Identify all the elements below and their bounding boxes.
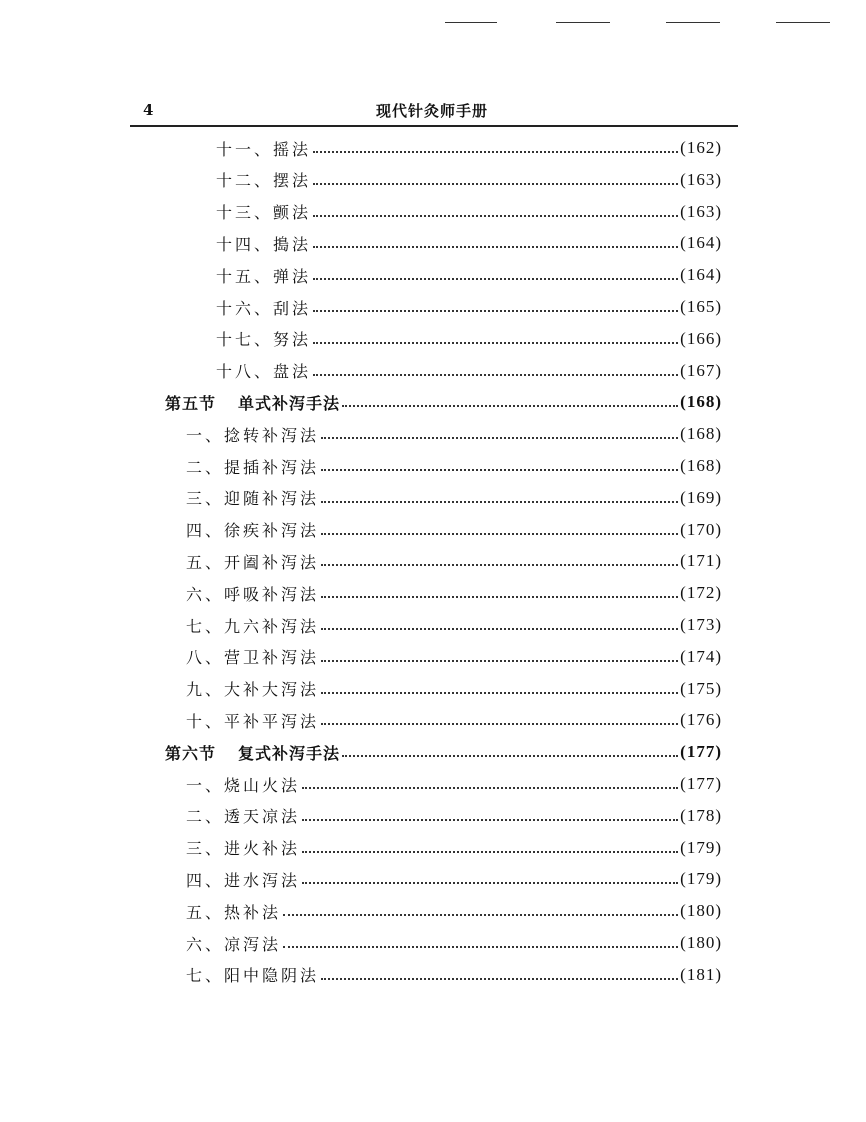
header-rule [130,125,738,127]
entry-title: 十四、搗法 [216,234,312,254]
entry-page-number: (177) [680,742,722,762]
toc-section-entry[interactable] [165,390,722,414]
toc-entry[interactable] [186,677,722,701]
entry-page-number: (165) [680,297,722,316]
entry-page-number: (181) [680,964,722,984]
toc-entry[interactable] [186,645,722,669]
toc-entry[interactable] [186,613,722,637]
toc-entry[interactable] [186,772,722,796]
dot-leader [321,437,678,439]
entry-page-number: (177) [680,774,722,793]
entry-title: 五、开阖补泻法 [186,552,320,572]
entry-page-number: (168) [680,424,722,444]
entry-title: 九、大补大泻法 [186,680,320,700]
entry-title: 四、徐疾补泻法 [186,521,320,541]
toc-entry[interactable] [216,200,722,224]
entry-page-number: (169) [680,487,722,507]
entry-page-number: (180) [680,901,722,921]
entry-page-number: (163) [680,201,722,221]
entry-title: 十、平补平泻法 [186,711,320,731]
dot-leader [321,692,678,694]
dot-leader [342,755,678,757]
toc-entry[interactable] [216,168,722,192]
entry-title: 十一、摇法 [216,139,312,159]
toc-entry[interactable] [186,931,722,955]
toc-entry[interactable] [216,136,722,160]
entry-title: 十五、弹法 [216,266,312,286]
toc-entry[interactable] [216,327,722,351]
entry-title: 二、透天凉法 [186,807,301,827]
section-number: 第六节 [165,743,217,763]
entry-page-number: (175) [680,678,722,698]
entry-page-number: (170) [680,519,722,539]
entry-title: 八、营卫补泻法 [186,648,320,668]
toc-entry[interactable] [186,454,722,478]
dot-leader [302,819,678,821]
toc-entry[interactable] [186,549,722,573]
entry-title: 六、凉泻法 [186,934,282,954]
toc-entry[interactable] [186,899,722,923]
running-header-title: 现代针灸师手册 [375,102,488,120]
entry-title: 六、呼吸补泻法 [186,584,320,604]
entry-page-number: (164) [680,265,722,285]
dot-leader [313,151,678,153]
entry-title: 十八、盘法 [216,362,312,382]
entry-page-number: (178) [680,805,722,825]
toc-entry[interactable] [186,804,722,828]
entry-title: 十六、刮法 [216,298,312,318]
toc-section-entry[interactable] [165,740,722,764]
dot-leader [302,787,678,789]
scan-mark-line [776,22,830,23]
toc-entry[interactable] [216,359,722,383]
dot-leader [321,978,678,980]
entry-page-number: (164) [680,233,722,253]
entry-page-number: (172) [680,583,722,603]
toc-entry[interactable] [216,231,722,255]
scan-mark-line [556,22,610,23]
dot-leader [321,533,678,535]
entry-page-number: (163) [680,169,722,189]
entry-title: 复式补泻手法 [238,743,341,763]
dot-leader [321,723,678,725]
entry-title: 五、热补法 [186,902,282,922]
dot-leader [321,596,678,598]
entry-page-number: (166) [680,328,722,348]
dot-leader [321,564,678,566]
dot-leader [302,851,678,853]
section-number: 第五节 [165,393,217,413]
entry-page-number: (173) [680,615,722,634]
dot-leader [313,246,678,248]
scan-mark-line [666,22,720,23]
dot-leader [321,501,678,503]
dot-leader [313,374,678,376]
toc-entry[interactable] [186,836,722,860]
entry-page-number: (171) [680,551,722,571]
toc-entry[interactable] [216,263,722,287]
entry-page-number: (179) [680,837,722,857]
toc-entry[interactable] [186,867,722,891]
dot-leader [313,278,678,280]
entry-title: 一、烧山火法 [186,775,301,795]
toc-entry[interactable] [216,295,722,319]
entry-title: 十二、摆法 [216,171,312,191]
entry-title: 七、九六补泻法 [186,616,320,636]
toc-entry[interactable] [186,581,722,605]
entry-title: 七、阳中隐阴法 [186,966,320,986]
scan-mark-line [445,22,497,23]
entry-page-number: (176) [680,710,722,730]
entry-page-number: (168) [680,456,722,475]
entry-page-number: (168) [680,392,722,412]
entry-title: 三、迎随补泻法 [186,489,320,509]
entry-title: 一、捻转补泻法 [186,425,320,445]
dot-leader [302,882,678,884]
dot-leader [321,660,678,662]
entry-page-number: (167) [680,360,722,380]
entry-title: 十三、颤法 [216,203,312,223]
dot-leader [321,628,678,630]
entry-page-number: (179) [680,869,722,889]
toc-entry[interactable] [186,486,722,510]
entry-page-number: (174) [680,646,722,666]
entry-page-number: (162) [680,138,722,157]
dot-leader [283,914,678,916]
entry-page-number: (180) [680,933,722,952]
toc-entry[interactable] [186,708,722,732]
dot-leader [313,183,678,185]
entry-title: 十七、努法 [216,330,312,350]
dot-leader [313,342,678,344]
entry-title: 二、提插补泻法 [186,457,320,477]
page-number: 4 [143,101,154,119]
toc-entry[interactable] [186,963,722,987]
dot-leader [313,310,678,312]
toc-entry[interactable] [186,518,722,542]
dot-leader [342,405,678,407]
entry-title: 四、进水泻法 [186,870,301,890]
dot-leader [321,469,678,471]
entry-title: 单式补泻手法 [238,393,341,413]
dot-leader [283,946,678,948]
dot-leader [313,215,678,217]
toc-entry[interactable] [186,422,722,446]
entry-title: 三、进火补法 [186,839,301,859]
